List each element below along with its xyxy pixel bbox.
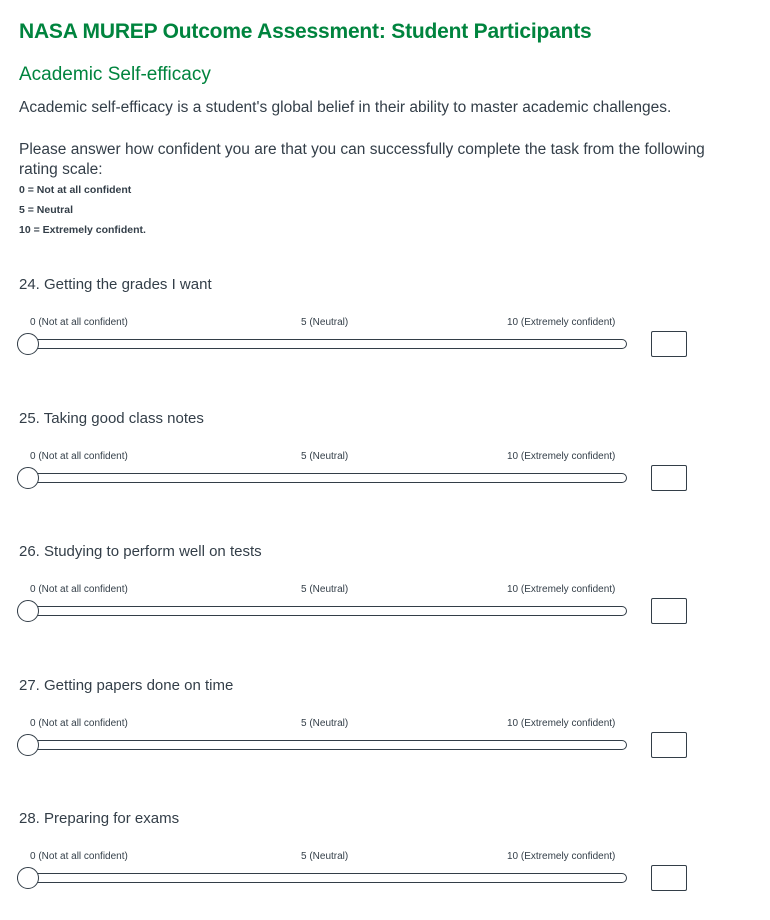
slider-max-label: 10 (Extremely confident)	[507, 584, 616, 595]
question-title: 27. Getting papers done on time	[19, 677, 234, 694]
slider-max-label: 10 (Extremely confident)	[507, 317, 616, 328]
slider-max-label: 10 (Extremely confident)	[507, 451, 616, 462]
slider-thumb[interactable]	[17, 467, 39, 489]
question-27	[0, 677, 770, 787]
slider-value-input[interactable]	[651, 732, 687, 758]
question-title: 26. Studying to perform well on tests	[19, 543, 262, 560]
slider-min-label: 0 (Not at all confident)	[30, 718, 128, 729]
rating-instructions: Please answer how confident you are that you can successfully complete the task from the following rating scale:	[19, 141, 705, 178]
scale-item-mid: 5 = Neutral	[19, 204, 73, 216]
slider-value-input[interactable]	[651, 331, 687, 357]
question-title: 24. Getting the grades I want	[19, 276, 212, 293]
slider-thumb[interactable]	[17, 333, 39, 355]
slider-mid-label: 5 (Neutral)	[301, 451, 349, 462]
slider-mid-label: 5 (Neutral)	[301, 584, 349, 595]
slider-max-label: 10 (Extremely confident)	[507, 851, 616, 862]
slider-value-input[interactable]	[651, 865, 687, 891]
question-title: 25. Taking good class notes	[19, 410, 204, 427]
slider-min-label: 0 (Not at all confident)	[30, 317, 128, 328]
page-title: NASA MUREP Outcome Assessment: Student Participants	[19, 20, 592, 43]
slider-thumb[interactable]	[17, 734, 39, 756]
section-title: Academic Self-efficacy	[19, 64, 211, 85]
section-intro: Academic self-efficacy is a student's global belief in their ability to master academic challenges.	[19, 99, 672, 116]
question-title: 28. Preparing for exams	[19, 810, 180, 827]
slider-track[interactable]	[17, 740, 627, 750]
slider-track[interactable]	[17, 473, 627, 483]
slider-thumb[interactable]	[17, 867, 39, 889]
slider-mid-label: 5 (Neutral)	[301, 317, 349, 328]
slider-max-label: 10 (Extremely confident)	[507, 718, 616, 729]
slider-track[interactable]	[17, 606, 627, 616]
slider-mid-label: 5 (Neutral)	[301, 851, 349, 862]
question-26	[0, 543, 770, 653]
slider-thumb[interactable]	[17, 600, 39, 622]
question-28	[0, 810, 770, 920]
slider-min-label: 0 (Not at all confident)	[30, 584, 128, 595]
slider-min-label: 0 (Not at all confident)	[30, 451, 128, 462]
scale-item-min: 0 = Not at all confident	[19, 184, 132, 196]
slider-value-input[interactable]	[651, 465, 687, 491]
scale-item-max: 10 = Extremely confident.	[19, 224, 146, 236]
question-24	[0, 276, 770, 386]
slider-track[interactable]	[17, 873, 627, 883]
slider-track[interactable]	[17, 339, 627, 349]
slider-min-label: 0 (Not at all confident)	[30, 851, 128, 862]
slider-value-input[interactable]	[651, 598, 687, 624]
slider-mid-label: 5 (Neutral)	[301, 718, 349, 729]
question-25	[0, 410, 770, 520]
rating-scale-legend	[19, 183, 146, 243]
